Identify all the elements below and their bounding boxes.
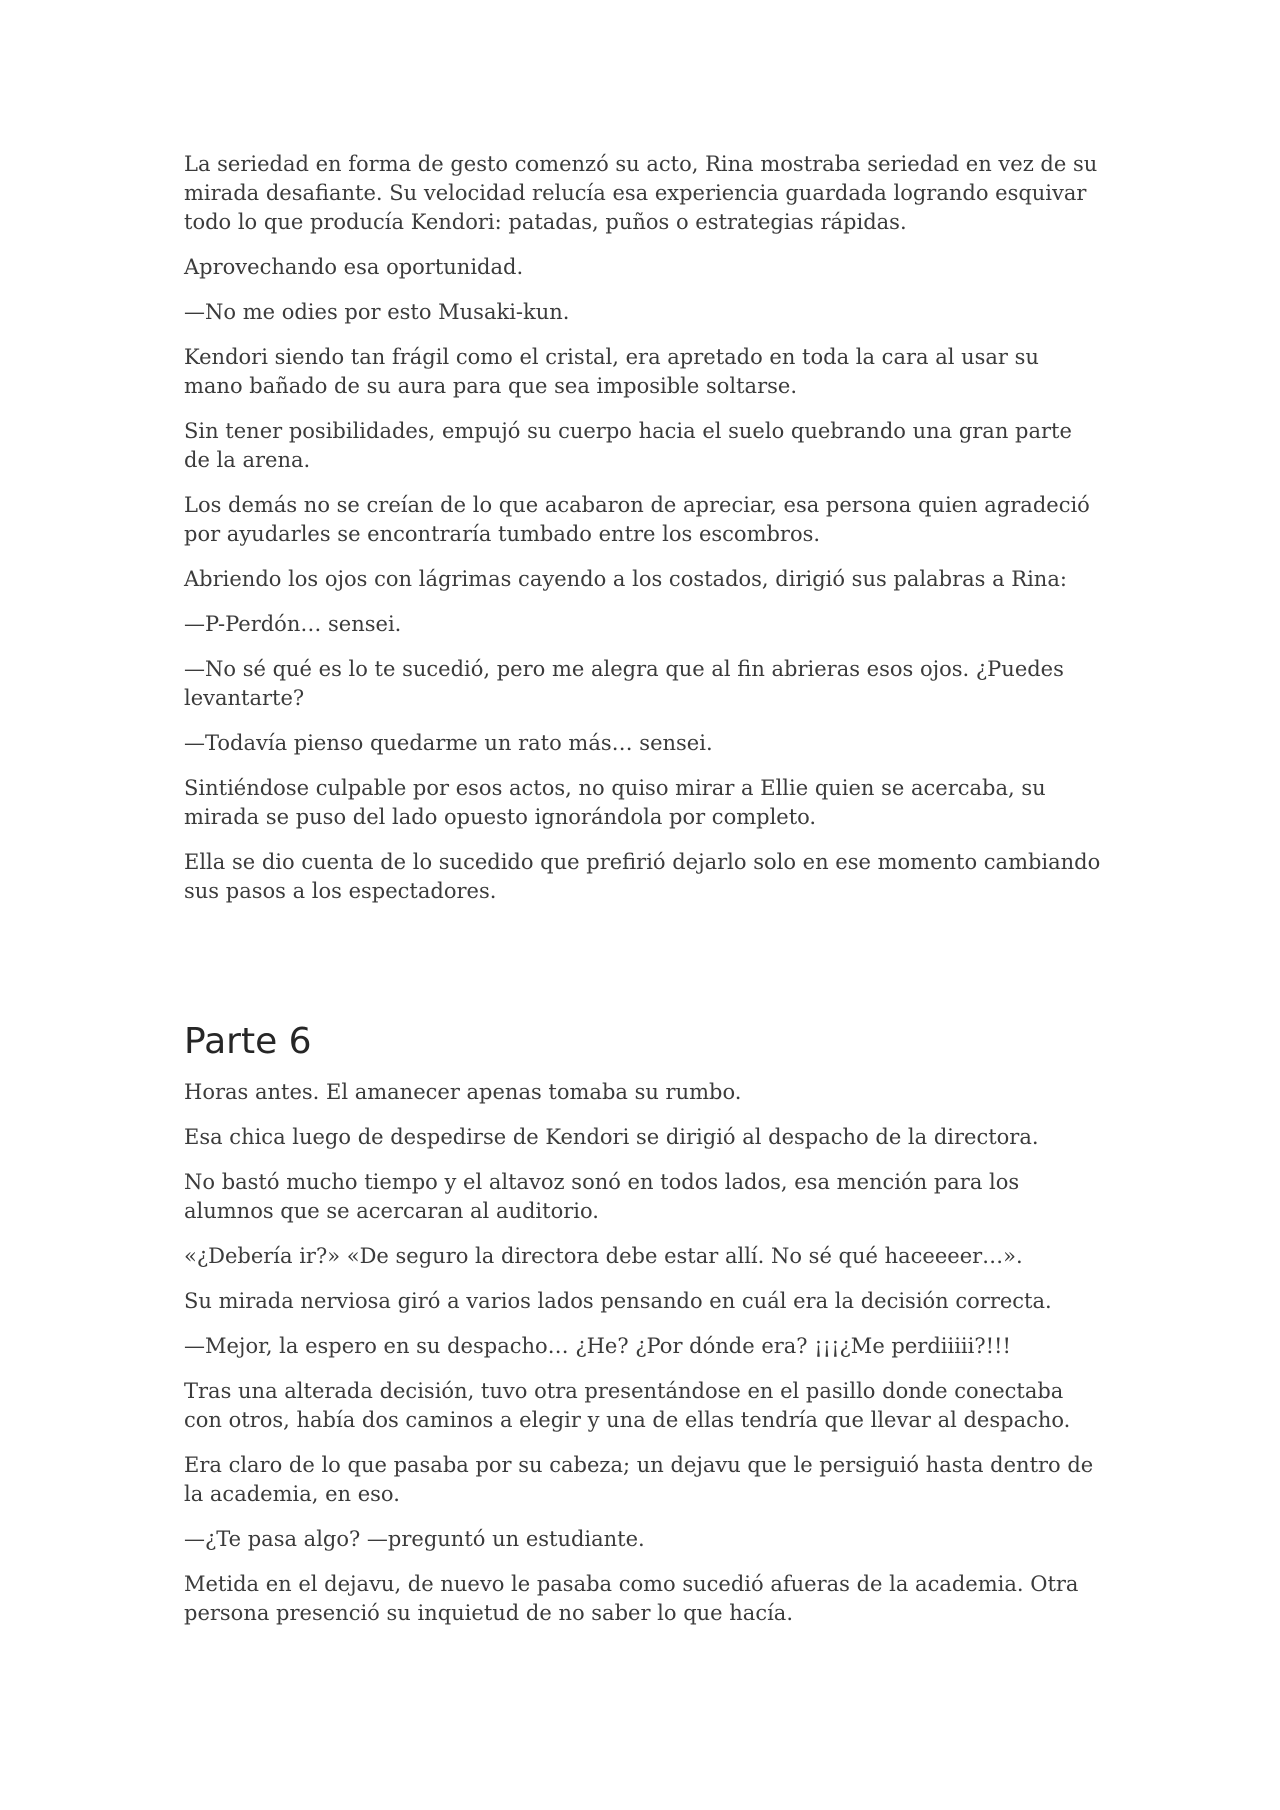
section-heading: Parte 6 [184,1021,312,1062]
dialogue-line: —No me odies por esto Musaki-kun. [184,300,570,324]
dialogue-line: —Todavía pienso quedarme un rato más… sensei. [184,731,713,755]
paragraph: Ella se dio cuenta de lo sucedido que prefirió dejarlo solo en ese momento cambiando sus pasos a los espectadores. [184,850,1101,903]
paragraph: Metida en el dejavu, de nuevo le pasaba como sucedió afueras de la academia. Otra persona presenció su inquietud de no saber lo que hacía. [184,1572,1079,1625]
dialogue-line: —No sé qué es lo te sucedió, pero me alegra que al fin abrieras esos ojos. ¿Puedes levantarte? [184,657,1064,710]
paragraph: No bastó mucho tiempo y el altavoz sonó en todos lados, esa mención para los alumnos que se acercaran al auditorio. [184,1170,1020,1223]
document-page [184,150,1104,1644]
paragraph: Los demás no se creían de lo que acabaron de apreciar, esa persona quien agradeció por ayudarles se encontraría tumbado entre los escombros. [184,493,1090,546]
paragraph: Sintiéndose culpable por esos actos, no quiso mirar a Ellie quien se acercaba, su mirada se puso del lado opuesto ignorándola por completo. [184,776,1046,829]
paragraph: Era claro de lo que pasaba por su cabeza; un dejavu que le persiguió hasta dentro de la academia, en eso. [184,1453,1094,1506]
paragraph: La seriedad en forma de gesto comenzó su acto, Rina mostraba seriedad en vez de su mirada desafiante. Su velocidad relucía esa experiencia guardada logrando esquivar todo lo que producía Kendori: patadas, puños o estrategias rápidas. [184,152,1098,234]
paragraph: Horas antes. El amanecer apenas tomaba su rumbo. [184,1080,742,1104]
section-spacer [184,922,1104,1020]
paragraph: Sin tener posibilidades, empujó su cuerpo hacia el suelo quebrando una gran parte de la arena. [184,419,1072,472]
paragraph: Tras una alterada decisión, tuvo otra presentándose en el pasillo donde conectaba con otros, había dos caminos a elegir y una de ellas tendría que llevar al despacho. [184,1379,1071,1432]
paragraph: Kendori siendo tan frágil como el cristal, era apretado en toda la cara al usar su mano bañado de su aura para que sea imposible soltarse. [184,345,1039,398]
thought-line: «¿Debería ir?» «De seguro la directora debe estar allí. No sé qué haceeeer…». [184,1244,1023,1268]
dialogue-line: —Mejor, la espero en su despacho… ¿He? ¿Por dónde era? ¡¡¡¿Me perdiiiii?!!! [184,1334,1011,1358]
dialogue-line: —¿Te pasa algo? —preguntó un estudiante. [184,1527,645,1551]
paragraph: Esa chica luego de despedirse de Kendori se dirigió al despacho de la directora. [184,1125,1039,1149]
dialogue-line: —P-Perdón… sensei. [184,612,402,636]
paragraph: Su mirada nerviosa giró a varios lados pensando en cuál era la decisión correcta. [184,1289,1052,1313]
paragraph: Abriendo los ojos con lágrimas cayendo a los costados, dirigió sus palabras a Rina: [184,567,1067,591]
paragraph: Aprovechando esa oportunidad. [184,255,524,279]
